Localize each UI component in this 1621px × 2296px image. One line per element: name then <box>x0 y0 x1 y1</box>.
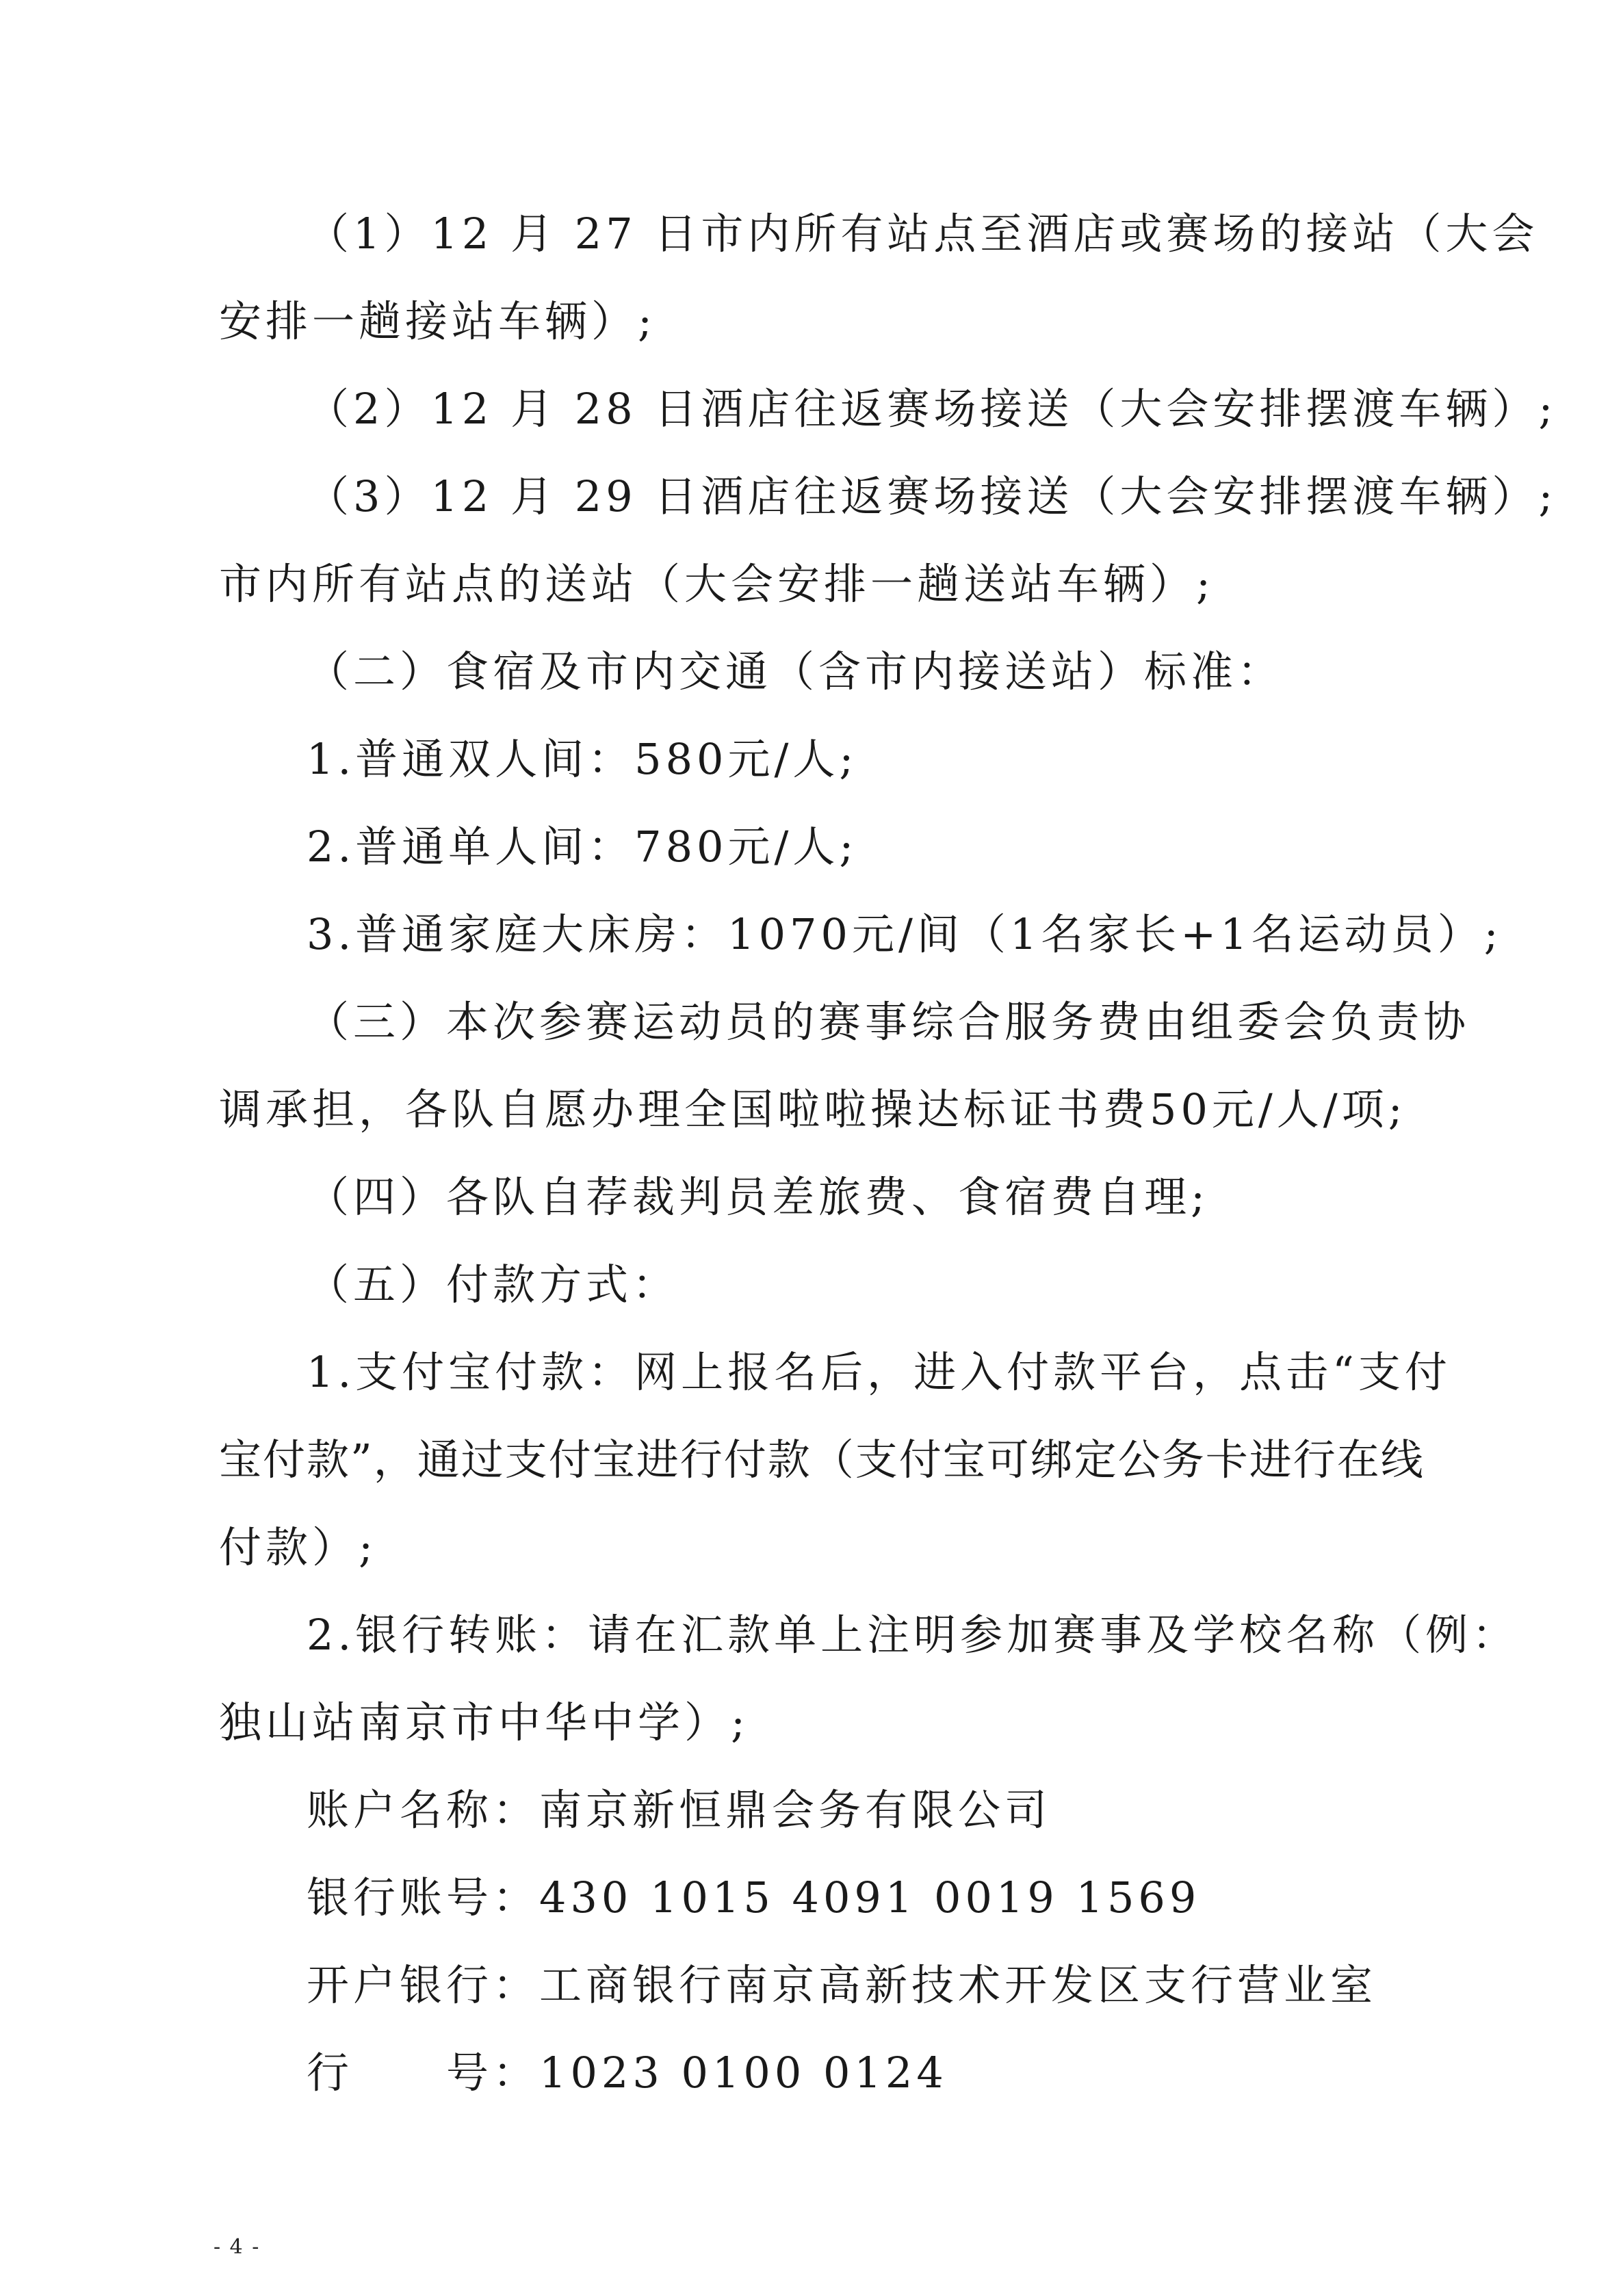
text-line: （三）本次参赛运动员的赛事综合服务费由组委会负责协 <box>307 997 1470 1047</box>
text-line: （1）12 月 27 日市内所有站点至酒店或赛场的接站（大会 <box>307 209 1539 259</box>
text-line: 安排一趟接站车辆）; <box>219 296 656 346</box>
text-line: 独山站南京市中华中学）; <box>219 1697 749 1747</box>
text-line: 调承担，各队自愿办理全国啦啦操达标证书费50元/人/项; <box>219 1084 1407 1134</box>
text-line: 3.普通家庭大床房：1070元/间（1名家长+1名运动员）; <box>307 909 1503 959</box>
text-line: 宝付款”，通过支付宝进行付款（支付宝可绑定公务卡进行在线 <box>219 1435 1425 1485</box>
text-line: 2.银行转账：请在汇款单上注明参加赛事及学校名称（例： <box>307 1610 1519 1660</box>
account-name-line: 账户名称：南京新恒鼎会务有限公司 <box>307 1785 1052 1835</box>
text-line: 1.普通双人间：580元/人; <box>307 734 858 784</box>
text-line: （3）12 月 29 日酒店往返赛场接送（大会安排摆渡车辆）; <box>307 471 1557 521</box>
text-line: 市内所有站点的送站（大会安排一趟送站车辆）; <box>219 559 1215 609</box>
text-line: （五）付款方式： <box>307 1260 679 1309</box>
bank-code-line: 行 号：1023 0100 0124 <box>307 2048 948 2098</box>
text-line: 付款）; <box>219 1522 377 1572</box>
account-number-line: 银行账号：430 1015 4091 0019 1569 <box>307 1873 1201 1922</box>
text-line: 2.普通单人间：780元/人; <box>307 822 858 872</box>
text-line: （二）食宿及市内交通（含市内接送站）标准： <box>307 647 1284 696</box>
text-line: （四）各队自荐裁判员差旅费、食宿费自理; <box>307 1172 1209 1222</box>
page-number: - 4 - <box>213 2235 261 2259</box>
text-line: （2）12 月 28 日酒店往返赛场接送（大会安排摆渡车辆）; <box>307 384 1557 434</box>
bank-name-line: 开户银行：工商银行南京高新技术开发区支行营业室 <box>307 1960 1377 2010</box>
text-line: 1.支付宝付款：网上报名后，进入付款平台，点击“支付 <box>307 1347 1451 1397</box>
